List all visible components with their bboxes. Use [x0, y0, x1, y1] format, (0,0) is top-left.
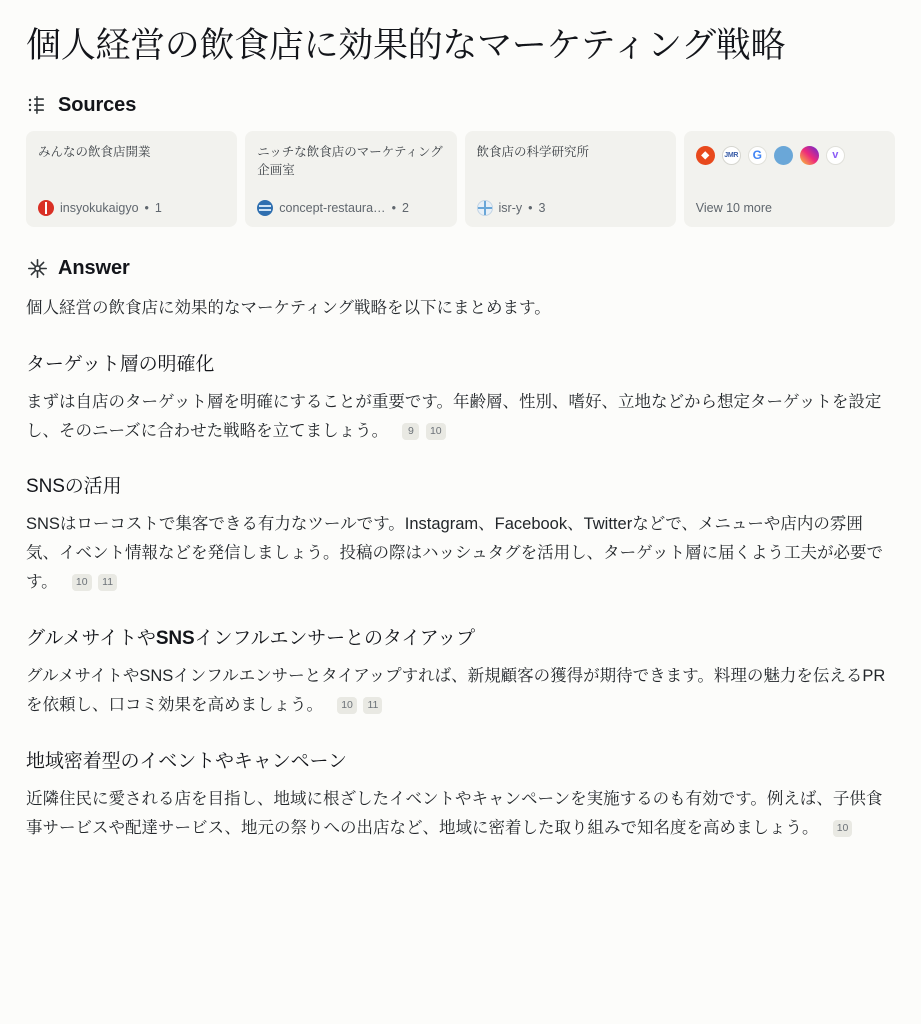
source-separator: •: [391, 200, 396, 215]
answer-header: [26, 257, 895, 280]
source-domain: insyokukaigyo: [60, 200, 139, 215]
sources-header: [26, 94, 895, 117]
source-title: みんなの飲食店開業: [38, 144, 151, 159]
answer-paragraph: [26, 510, 895, 597]
answer-paragraph-text: まずは自店のターゲット層を明確にすることが重要です。年齢層、性別、嗜好、立地などから想定ターゲットを設定し、そのニーズに合わせた戦略を立てましょう。: [26, 392, 882, 440]
answer-body: [26, 294, 895, 843]
source-index: 3: [538, 200, 546, 215]
citation-badge[interactable]: 9: [402, 423, 419, 440]
answer-subheading: [26, 623, 895, 650]
view-more-sources-button[interactable]: [684, 131, 895, 227]
answer-subheading: ターゲット層の明確化: [26, 353, 215, 375]
sources-list: [26, 131, 895, 227]
icon-instagram: [800, 146, 819, 165]
sources-icon: [26, 94, 48, 116]
answer-paragraph: [26, 662, 895, 720]
citation-badge[interactable]: 10: [833, 820, 853, 837]
source-title: 飲食店の科学研究所: [476, 144, 590, 159]
answer-subheading: SNSの活用: [26, 476, 122, 498]
citation-badge[interactable]: 11: [363, 697, 382, 714]
source-separator: •: [144, 200, 149, 215]
page-title: 個人経営の飲食店に効果的なマーケティング戦略: [26, 26, 786, 65]
icon-orange-diamond: ◆: [696, 146, 715, 165]
icon-jmr: JMR: [722, 146, 741, 165]
sources-label: Sources: [58, 93, 137, 116]
citation-badge[interactable]: 10: [72, 574, 92, 591]
favicon-icon: [257, 200, 273, 216]
source-icon-stack: [696, 143, 883, 165]
source-domain: isr-y: [498, 200, 523, 215]
subheading-bold: SNS: [155, 628, 195, 649]
answer-paragraph: [26, 785, 895, 843]
source-card[interactable]: [465, 131, 676, 227]
favicon-icon: [38, 200, 54, 216]
subheading-rest: インフルエンサーとのタイアップ: [194, 628, 476, 649]
source-meta: [257, 200, 444, 216]
source-index: 2: [401, 200, 409, 215]
source-card[interactable]: [26, 131, 237, 227]
answer-paragraph-text: SNSはローコストで集客できる有力なツールです。Instagram、Facebook、Twitterなどで、メニューや店内の雰囲気、イベント情報などを発信しましょう。投稿の際はハッシュタグを活用し、ターゲット層に届くよう工夫が必要です。: [26, 515, 884, 592]
source-domain: concept-restaura…: [279, 200, 386, 215]
citation-badge[interactable]: 10: [426, 423, 446, 440]
answer-paragraph-text: 近隣住民に愛される店を目指し、地域に根ざしたイベントやキャンペーンを実施するのも有効です。例えば、子供食事サービスや配達サービス、地元の祭りへの出店など、地域に密着した取り組みで知名度を高めましょう。: [26, 789, 883, 837]
answer-paragraph-text: グルメサイトやSNSインフルエンサーとタイアップすれば、新規顧客の獲得が期待できます。料理の魅力を伝えるPRを依頼し、口コミ効果を高めましょう。: [26, 667, 886, 714]
source-index: 1: [154, 200, 162, 215]
favicon-icon: [477, 200, 493, 216]
answer-label: Answer: [58, 256, 130, 279]
answer-subheading: 地域密着型のイベントやキャンペーン: [26, 750, 347, 772]
icon-google: G: [748, 146, 767, 165]
citation-badge[interactable]: 11: [98, 574, 117, 591]
source-meta: [477, 200, 664, 216]
answer-paragraph: [26, 388, 895, 446]
answer-icon: [26, 257, 48, 279]
answer-intro: 個人経営の飲食店に効果的なマーケティング戦略を以下にまとめます。: [26, 298, 551, 317]
source-title: ニッチな飲食店のマーケティング企画室: [257, 144, 443, 177]
icon-v: v: [826, 146, 845, 165]
citation-badge[interactable]: 10: [337, 697, 357, 714]
icon-globe: [774, 146, 793, 165]
source-card[interactable]: [245, 131, 456, 227]
source-meta: [38, 200, 225, 216]
view-more-label: View 10 more: [695, 200, 772, 215]
subheading-prefix: グルメサイトや: [26, 628, 156, 649]
source-separator: •: [528, 200, 533, 215]
